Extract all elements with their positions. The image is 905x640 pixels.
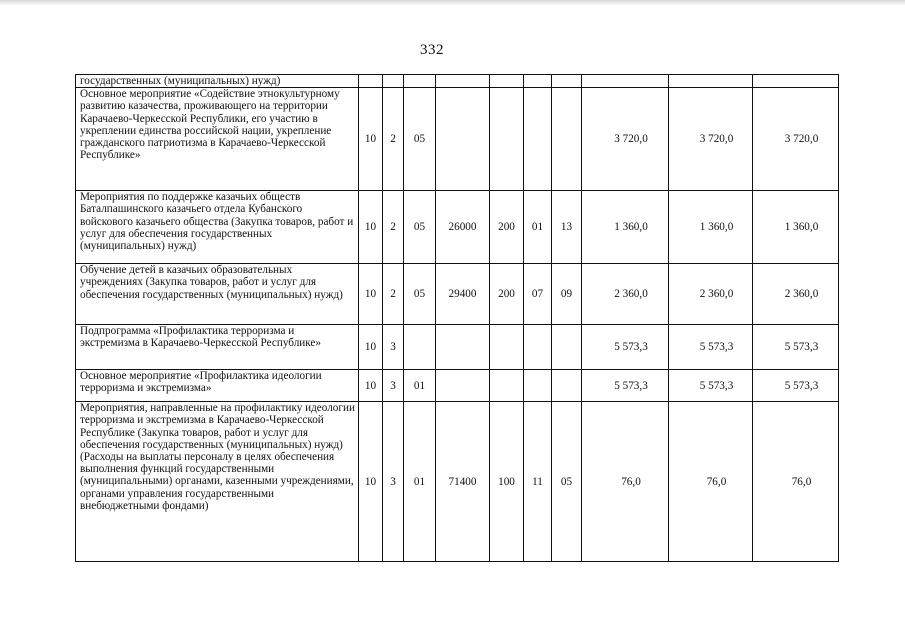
table-row [76, 370, 839, 402]
cell-amount: 2 360,0 [669, 264, 753, 325]
cell-code [552, 370, 582, 402]
cell-amount: 3 720,0 [669, 88, 753, 191]
cell [436, 75, 490, 88]
cell [490, 75, 524, 88]
scan-edge [0, 0, 905, 6]
cell-code: 29400 [436, 264, 490, 325]
cell-rz: 10 [359, 402, 383, 562]
cell-code: 07 [524, 264, 552, 325]
cell-vr [490, 370, 524, 402]
cell-pr: 3 [383, 402, 404, 562]
cell-rz: 10 [359, 88, 383, 191]
cell-code [436, 325, 490, 370]
cell-code [552, 325, 582, 370]
cell-vr [490, 88, 524, 191]
cell-rz: 10 [359, 325, 383, 370]
table-row [76, 191, 839, 264]
cell [524, 75, 552, 88]
cell-code [436, 370, 490, 402]
cell-amount: 2 360,0 [582, 264, 669, 325]
row-name: Обучение детей в казачьих образовательных учреждениях (Закупка товаров, работ и услуг для обеспечения государственных (муниципальных) нужд) [76, 264, 359, 325]
budget-table [75, 74, 839, 562]
cell [383, 75, 404, 88]
cell-rz: 10 [359, 370, 383, 402]
cell-code: 05 [404, 191, 436, 264]
cell-vr: 200 [490, 264, 524, 325]
cell-amount: 76,0 [753, 402, 839, 562]
cell-rz: 10 [359, 264, 383, 325]
cell-code: 05 [552, 402, 582, 562]
cell-code [404, 325, 436, 370]
cell-pr: 2 [383, 191, 404, 264]
cell-amount: 3 720,0 [582, 88, 669, 191]
cell-pr: 2 [383, 264, 404, 325]
cell-amount: 76,0 [582, 402, 669, 562]
cell-amount: 1 360,0 [753, 191, 839, 264]
cell-code [552, 88, 582, 191]
row-name: Подпрограмма «Профилактика терроризма и экстремизма в Карачаево-Черкесской Республике» [76, 325, 359, 370]
cell [753, 75, 839, 88]
cell-code [524, 370, 552, 402]
cell-amount: 5 573,3 [753, 370, 839, 402]
cell-amount: 1 360,0 [669, 191, 753, 264]
table-row [76, 402, 839, 562]
cell-amount: 5 573,3 [582, 370, 669, 402]
cell-code: 01 [524, 191, 552, 264]
cell [582, 75, 669, 88]
cell-amount: 3 720,0 [753, 88, 839, 191]
table-row [76, 75, 839, 88]
table-row [76, 264, 839, 325]
cell-amount: 2 360,0 [753, 264, 839, 325]
table-row [76, 325, 839, 370]
cell-code: 01 [404, 402, 436, 562]
page-number: 332 [420, 42, 444, 58]
cell-vr: 100 [490, 402, 524, 562]
cell-pr: 3 [383, 325, 404, 370]
cell-amount: 5 573,3 [753, 325, 839, 370]
cell-code: 26000 [436, 191, 490, 264]
row-name: Основное мероприятие «Содействие этнокультурному развитию казачества, проживающего на территории Карачаево-Черкесской Республики, его участию в укреплении единства российской нации, укрепление гражданского патриотизма в Карачаево-Черкесской Республике» [76, 88, 359, 191]
cell-amount: 76,0 [669, 402, 753, 562]
cell-rz: 10 [359, 191, 383, 264]
row-name: Мероприятия, направленные на профилактику идеологии терроризма и экстремизма в Карачаево-Черкесской Республике (Закупка товаров, работ и услуг для обеспечения государственных (муниципальных) нужд) (Расходы на выплаты персоналу в целях обеспечения выполнения функций государственными (муниципальными) органами, казенными учреждениями, органами управления государственными внебюджетными фондами) [76, 402, 359, 562]
cell-code: 01 [404, 370, 436, 402]
cell-code: 11 [524, 402, 552, 562]
cell [552, 75, 582, 88]
row-name: Мероприятия по поддержке казачьих обществ Баталпашинского казачьего отдела Кубанского войскового казачьего общества (Закупка товаров, работ и услуг для обеспечения государственных (муниципальных) нужд) [76, 191, 359, 264]
cell-pr: 2 [383, 88, 404, 191]
cell-code: 09 [552, 264, 582, 325]
cell-pr: 3 [383, 370, 404, 402]
cell-code [524, 325, 552, 370]
cell-amount: 1 360,0 [582, 191, 669, 264]
cell-amount: 5 573,3 [582, 325, 669, 370]
cell-amount: 5 573,3 [669, 370, 753, 402]
cell-code: 05 [404, 264, 436, 325]
cell-code [436, 88, 490, 191]
cell-amount: 5 573,3 [669, 325, 753, 370]
table-row [76, 88, 839, 191]
cell-code: 13 [552, 191, 582, 264]
row-name: Основное мероприятие «Профилактика идеологии терроризма и экстремизма» [76, 370, 359, 402]
cell-code: 71400 [436, 402, 490, 562]
cell-vr: 200 [490, 191, 524, 264]
cell-code: 05 [404, 88, 436, 191]
cell-code [524, 88, 552, 191]
cell-vr [490, 325, 524, 370]
row-name: государственных (муниципальных) нужд) [76, 75, 359, 88]
cell [669, 75, 753, 88]
cell [404, 75, 436, 88]
cell [359, 75, 383, 88]
